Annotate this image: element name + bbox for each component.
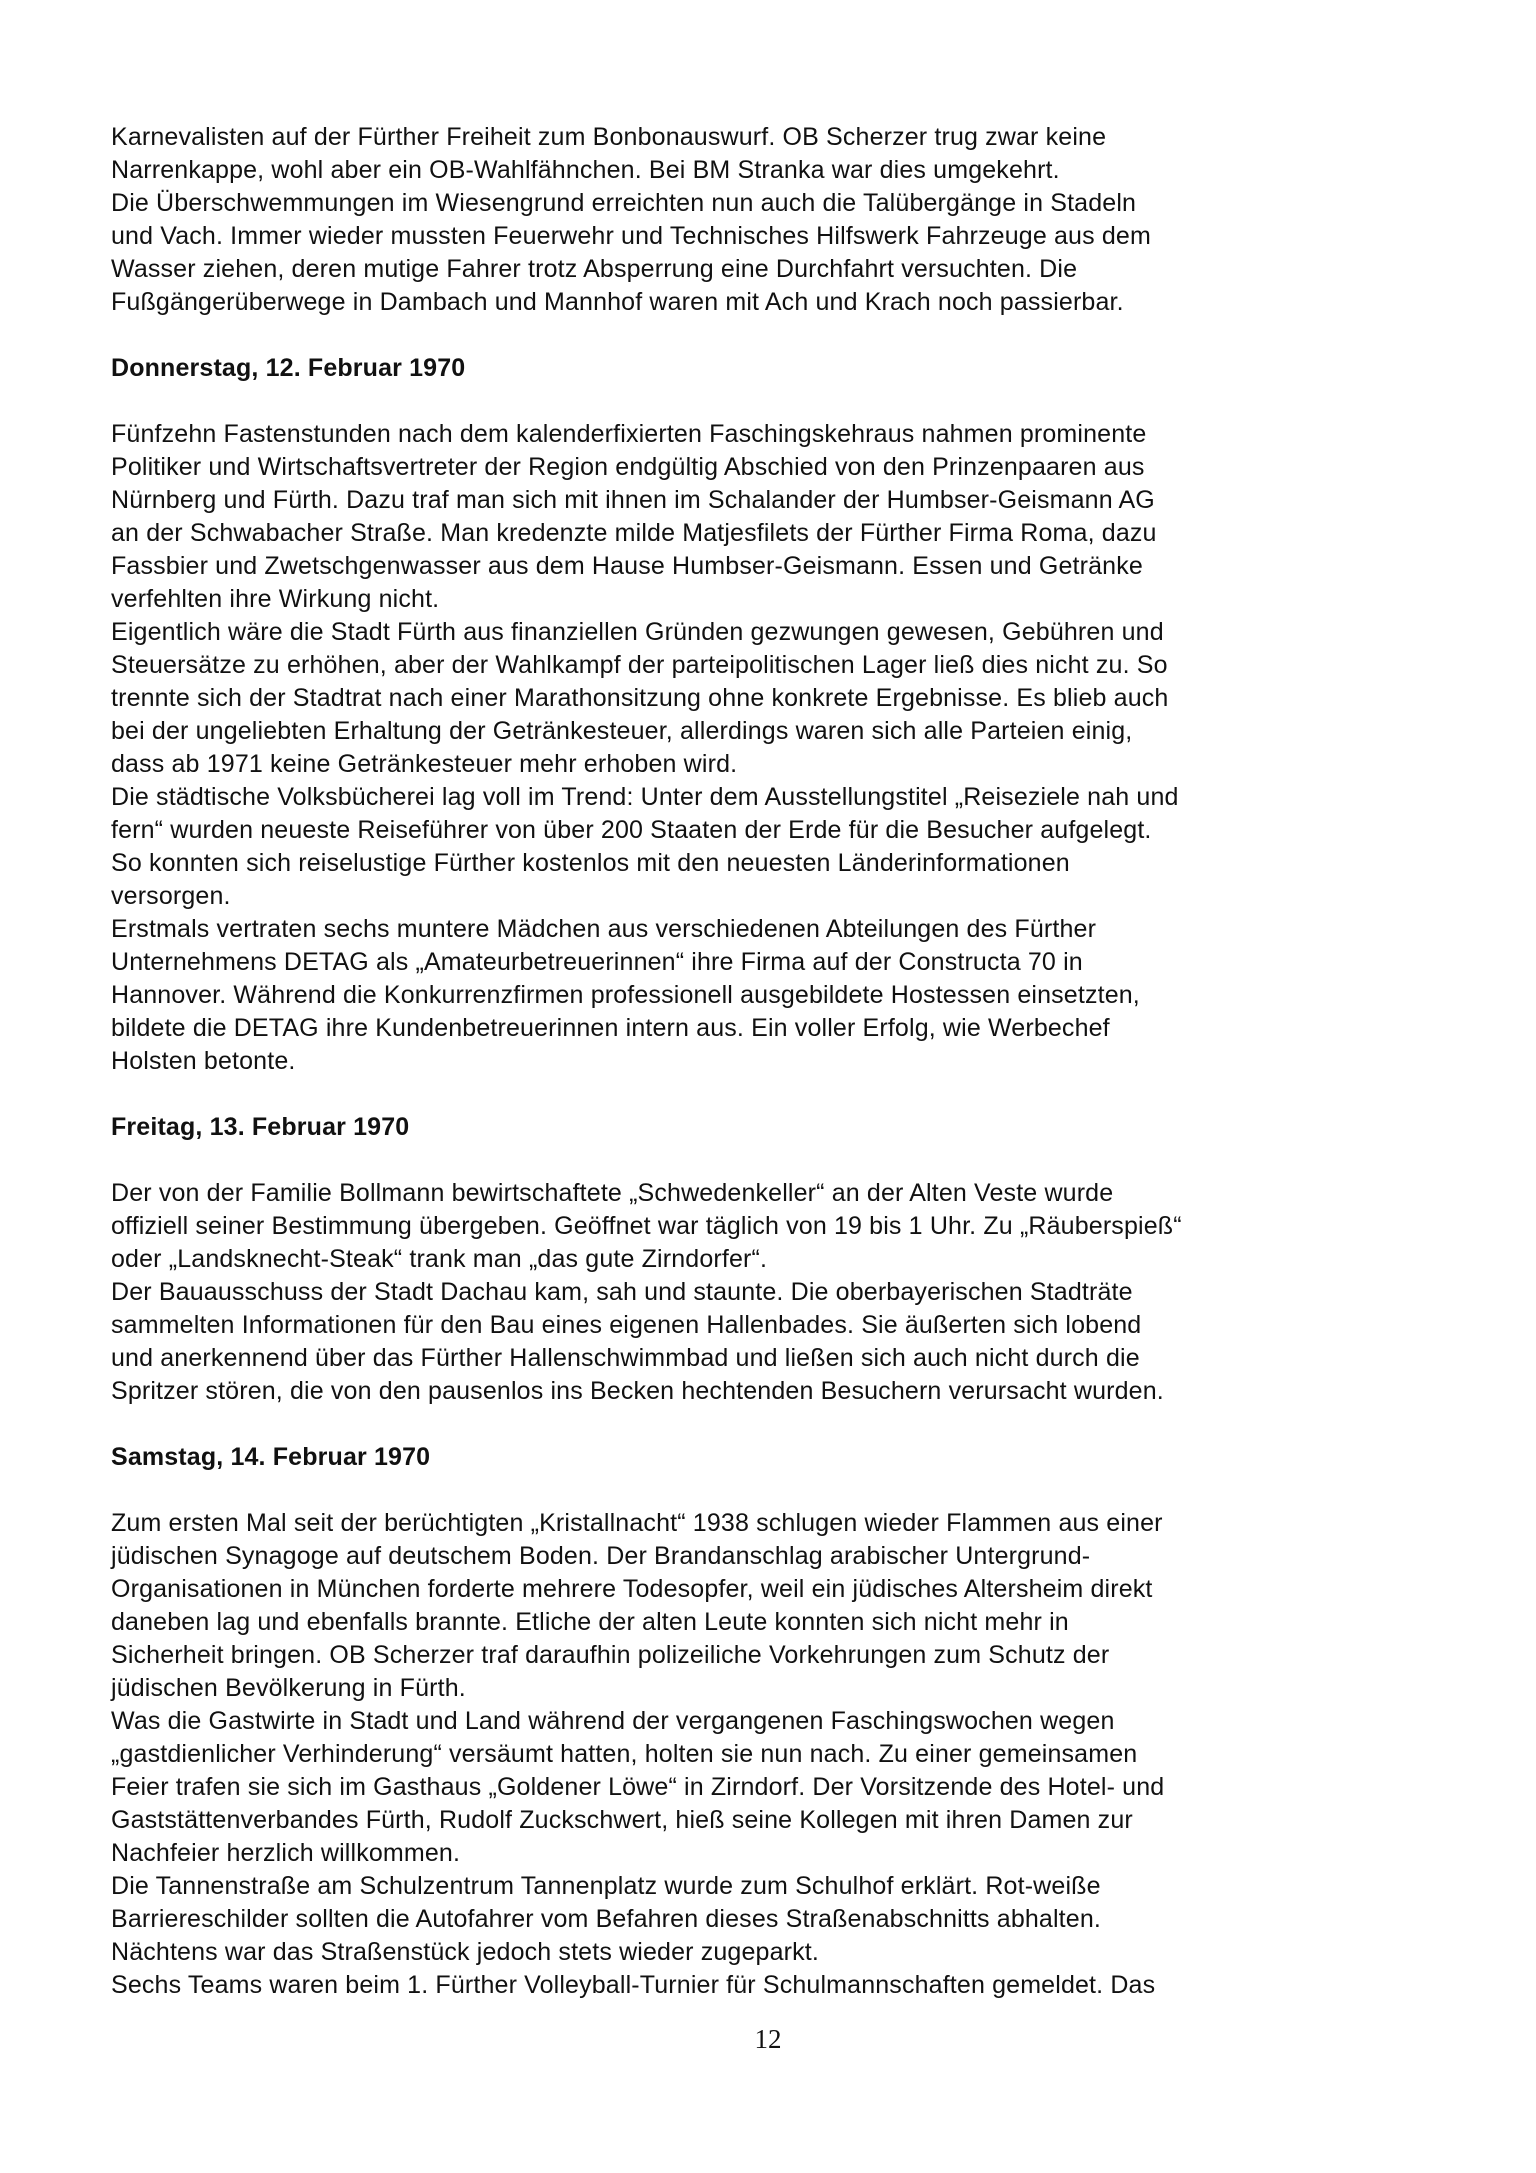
text-line: Feier trafen sie sich im Gasthaus „Goldener Löwe“ in Zirndorf. Der Vorsitzende des Hotel- und <box>111 1773 1165 1801</box>
text-line: versorgen. <box>111 882 231 910</box>
text-line: verfehlten ihre Wirkung nicht. <box>111 585 440 613</box>
text-line: Barriereschilder sollten die Autofahrer vom Befahren dieses Straßenabschnitts abhalten. <box>111 1905 1101 1933</box>
text-line: Der Bauausschuss der Stadt Dachau kam, sah und staunte. Die oberbayerischen Stadträte <box>111 1278 1133 1306</box>
text-line: Gaststättenverbandes Fürth, Rudolf Zuckschwert, hieß seine Kollegen mit ihren Damen zur <box>111 1806 1133 1834</box>
text-line: Karnevalisten auf der Fürther Freiheit zum Bonbonauswurf. OB Scherzer trug zwar keine <box>111 123 1107 151</box>
text-line: Die Tannenstraße am Schulzentrum Tannenplatz wurde zum Schulhof erklärt. Rot-weiße <box>111 1872 1101 1900</box>
paragraph-gap <box>111 1144 1331 1177</box>
text-line: Narrenkappe, wohl aber ein OB-Wahlfähnchen. Bei BM Stranka war dies umgekehrt. <box>111 156 1060 184</box>
paragraph-gap <box>111 385 1331 418</box>
text-line: oder „Landsknecht-Steak“ trank man „das gute Zirndorfer“. <box>111 1245 768 1273</box>
text-line: Sechs Teams waren beim 1. Fürther Volleyball-Turnier für Schulmannschaften gemeldet. Das <box>111 1971 1156 1999</box>
page-number: 12 <box>754 2024 782 2054</box>
paragraph-gap <box>111 319 1331 352</box>
text-line: Fußgängerüberwege in Dambach und Mannhof waren mit Ach und Krach noch passierbar. <box>111 288 1124 316</box>
text-block <box>111 121 1331 319</box>
text-line: trennte sich der Stadtrat nach einer Marathonsitzung ohne konkrete Ergebnisse. Es blieb auch <box>111 684 1169 712</box>
text-line: Erstmals vertraten sechs muntere Mädchen aus verschiedenen Abteilungen des Fürther <box>111 915 1097 943</box>
paragraph-gap <box>111 1474 1331 1507</box>
text-line: und Vach. Immer wieder mussten Feuerwehr und Technisches Hilfswerk Fahrzeuge aus dem <box>111 222 1151 250</box>
paragraph-gap <box>111 1408 1331 1441</box>
text-line: Nächtens war das Straßenstück jedoch stets wieder zugeparkt. <box>111 1938 819 1966</box>
text-line: Fünfzehn Fastenstunden nach dem kalenderfixierten Faschingskehraus nahmen prominente <box>111 420 1147 448</box>
text-line: So konnten sich reiselustige Fürther kostenlos mit den neuesten Länderinformationen <box>111 849 1070 877</box>
text-line: an der Schwabacher Straße. Man kredenzte milde Matjesfilets der Fürther Firma Roma, dazu <box>111 519 1157 547</box>
date-heading: Freitag, 13. Februar 1970 <box>111 1113 410 1141</box>
text-line: und anerkennend über das Fürther Hallenschwimmbad und ließen sich auch nicht durch die <box>111 1344 1140 1372</box>
date-heading: Donnerstag, 12. Februar 1970 <box>111 354 466 382</box>
paragraph-gap <box>111 1078 1331 1111</box>
text-line: Steuersätze zu erhöhen, aber der Wahlkampf der parteipolitischen Lager ließ dies nicht zu. So <box>111 651 1168 679</box>
text-block <box>111 1507 1331 2002</box>
text-line: daneben lag und ebenfalls brannte. Etliche der alten Leute konnten sich nicht mehr in <box>111 1608 1069 1636</box>
text-line: fern“ wurden neueste Reiseführer von über 200 Staaten der Erde für die Besucher aufgelegt. <box>111 816 1152 844</box>
text-line: bildete die DETAG ihre Kundenbetreuerinnen intern aus. Ein voller Erfolg, wie Werbechef <box>111 1014 1110 1042</box>
document-body <box>111 121 1331 2002</box>
text-line: jüdischen Synagoge auf deutschem Boden. Der Brandanschlag arabischer Untergrund- <box>111 1542 1091 1570</box>
text-line: Sicherheit bringen. OB Scherzer traf daraufhin polizeiliche Vorkehrungen zum Schutz der <box>111 1641 1110 1669</box>
text-line: Unternehmens DETAG als „Amateurbetreuerinnen“ ihre Firma auf der Constructa 70 in <box>111 948 1083 976</box>
text-line: sammelten Informationen für den Bau eines eigenen Hallenbades. Sie äußerten sich lobend <box>111 1311 1142 1339</box>
text-line: Holsten betonte. <box>111 1047 296 1075</box>
text-line: Eigentlich wäre die Stadt Fürth aus finanziellen Gründen gezwungen gewesen, Gebühren und <box>111 618 1164 646</box>
text-line: Nürnberg und Fürth. Dazu traf man sich mit ihnen im Schalander der Humbser-Geismann AG <box>111 486 1155 514</box>
text-line: bei der ungeliebten Erhaltung der Getränkesteuer, allerdings waren sich alle Parteien einig, <box>111 717 1133 745</box>
text-line: Fassbier und Zwetschgenwasser aus dem Hause Humbser-Geismann. Essen und Getränke <box>111 552 1143 580</box>
text-block <box>111 418 1331 1078</box>
text-line: Wasser ziehen, deren mutige Fahrer trotz Absperrung eine Durchfahrt versuchten. Die <box>111 255 1078 283</box>
text-line: Was die Gastwirte in Stadt und Land während der vergangenen Faschingswochen wegen <box>111 1707 1115 1735</box>
text-line: Organisationen in München forderte mehrere Todesopfer, weil ein jüdisches Altersheim direkt <box>111 1575 1153 1603</box>
text-line: Spritzer stören, die von den pausenlos ins Becken hechtenden Besuchern verursacht wurden. <box>111 1377 1164 1405</box>
text-line: Die Überschwemmungen im Wiesengrund erreichten nun auch die Talübergänge in Stadeln <box>111 189 1137 217</box>
text-line: Die städtische Volksbücherei lag voll im Trend: Unter dem Ausstellungstitel „Reiseziele nah und <box>111 783 1179 811</box>
text-line: offiziell seiner Bestimmung übergeben. Geöffnet war täglich von 19 bis 1 Uhr. Zu „Räuberspieß“ <box>111 1212 1182 1240</box>
text-line: jüdischen Bevölkerung in Fürth. <box>111 1674 466 1702</box>
date-heading: Samstag, 14. Februar 1970 <box>111 1443 431 1471</box>
text-line: Der von der Familie Bollmann bewirtschaftete „Schwedenkeller“ an der Alten Veste wurde <box>111 1179 1114 1207</box>
text-line: Zum ersten Mal seit der berüchtigten „Kristallnacht“ 1938 schlugen wieder Flammen aus einer <box>111 1509 1163 1537</box>
text-line: „gastdienlicher Verhinderung“ versäumt hatten, holten sie nun nach. Zu einer gemeinsamen <box>111 1740 1138 1768</box>
text-line: Politiker und Wirtschaftsvertreter der Region endgültig Abschied von den Prinzenpaaren aus <box>111 453 1145 481</box>
text-block <box>111 1177 1331 1408</box>
text-line: Hannover. Während die Konkurrenzfirmen professionell ausgebildete Hostessen einsetzten, <box>111 981 1140 1009</box>
text-line: dass ab 1971 keine Getränkesteuer mehr erhoben wird. <box>111 750 738 778</box>
text-line: Nachfeier herzlich willkommen. <box>111 1839 461 1867</box>
